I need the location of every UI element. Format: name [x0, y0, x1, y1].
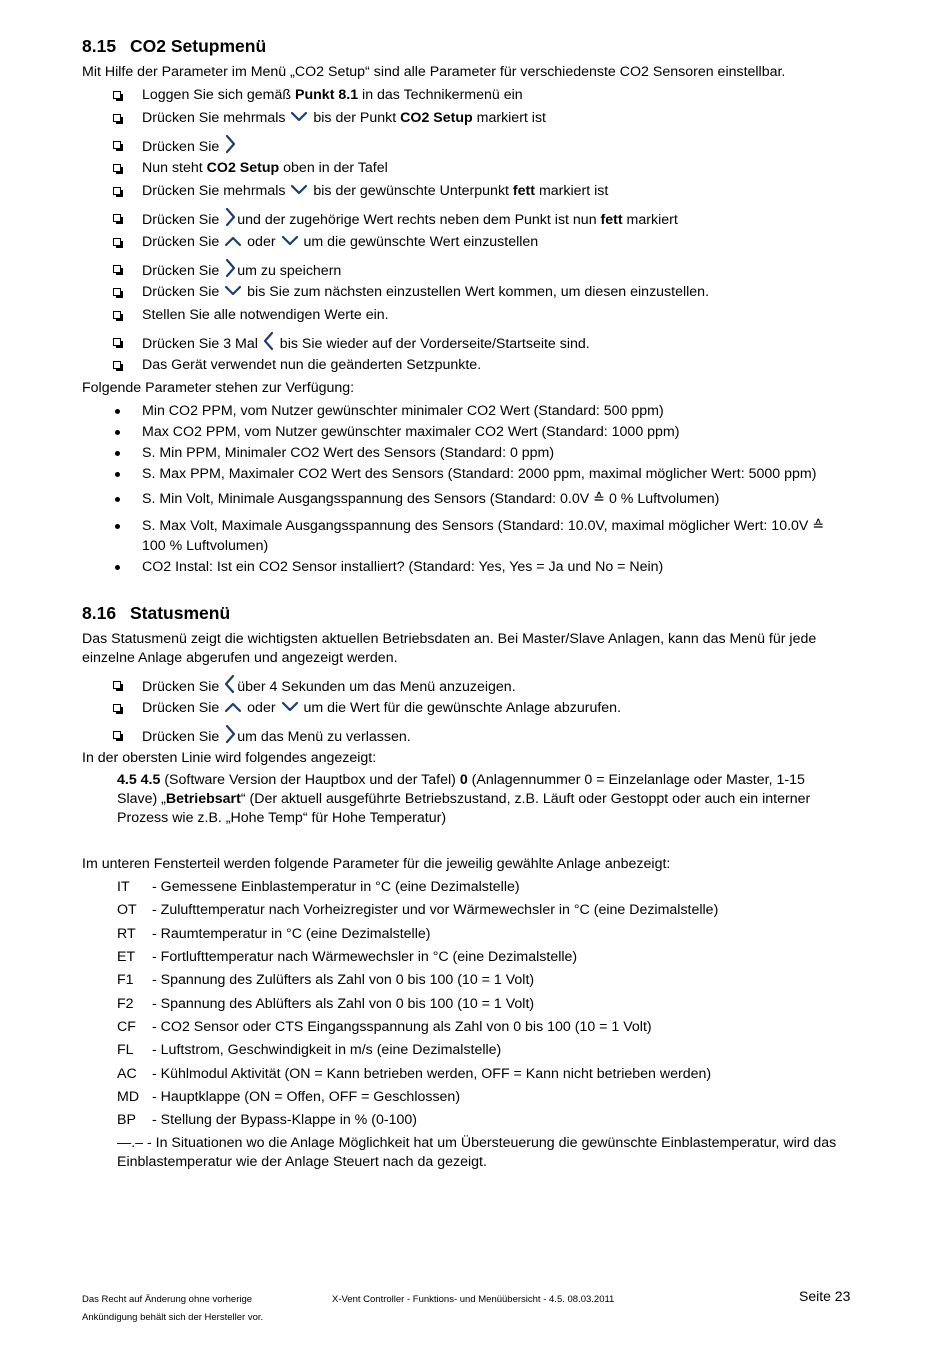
top-line-intro: In der obersten Linie wird folgendes angezeigt: — [82, 750, 377, 766]
param-code: F2 — [117, 996, 134, 1012]
param-description: - Gemessene Einblastemperatur in °C (eine Dezimalstelle) — [152, 879, 520, 895]
param-description: - Raumtemperatur in °C (eine Dezimalstelle) — [152, 926, 431, 942]
param-description: - Fortlufttemperatur nach Wärmewechsler in °C (eine Dezimalstelle) — [152, 949, 578, 965]
param-code: RT — [117, 926, 136, 942]
checkbox-bullet — [113, 114, 121, 122]
param-code: AC — [117, 1066, 137, 1082]
param-description: - Spannung des Ablüfters als Zahl von 0 bis 100 (10 = 1 Volt) — [152, 996, 535, 1012]
section-heading-8-15 — [82, 36, 266, 57]
param-code: MD — [117, 1089, 140, 1105]
param-code: FL — [117, 1042, 134, 1058]
footer-disclaimer-line-2: Ankündigung behält sich der Hersteller vor. — [82, 1312, 264, 1323]
arrow-down-icon — [224, 283, 242, 299]
step-1: Loggen Sie sich gemäß Punkt 8.1 in das Technikermenü ein — [142, 87, 523, 103]
param-description: - CO2 Sensor oder CTS Eingangsspannung als Zahl von 0 bis 100 (10 = 1 Volt) — [152, 1019, 652, 1035]
step-5: Drücken Sie mehrmals bis der gewünschte Unterpunkt fett markiert ist — [142, 183, 609, 199]
section-title: CO2 Setupmenü — [130, 36, 267, 56]
bullet-dot — [115, 409, 120, 414]
param-description: - Zulufttemperatur nach Vorheizregister und vor Wärmewechsler in °C (eine Dezimalstelle) — [152, 902, 719, 918]
param-code: F1 — [117, 972, 134, 988]
checkbox-bullet — [113, 704, 121, 712]
section-intro: Mit Hilfe der Parameter im Menü „CO2 Setup“ sind alle Parameter für verschiedenste CO2 Sensoren einstellbar. — [82, 64, 786, 80]
checkbox-bullet — [113, 681, 121, 689]
section-intro-line-1: Das Statusmenü zeigt die wichtigsten aktuellen Betriebsdaten an. Bei Master/Slave Anlagen, kann das Menü für jede — [82, 631, 817, 647]
top-line-description-1: 4.5 4.5 (Software Version der Hauptbox und der Tafel) 0 (Anlagennummer 0 = Einzelanlage oder Master, 1-15 — [117, 772, 805, 788]
checkbox-bullet — [113, 361, 121, 369]
arrow-left-icon — [263, 331, 275, 351]
step-9: Drücken Sie bis Sie zum nächsten einzustellen Wert kommen, um diesen einzustellen. — [142, 284, 710, 300]
bullet-dot — [115, 451, 120, 456]
step-10: Stellen Sie alle notwendigen Werte ein. — [142, 307, 389, 323]
param-description: - Hauptklappe (ON = Offen, OFF = Geschlossen) — [152, 1089, 461, 1105]
status-step-2: Drücken Sie oder um die Wert für die gewünschte Anlage abzurufen. — [142, 700, 622, 716]
bullet-dot — [115, 472, 120, 477]
param-code: CF — [117, 1019, 136, 1035]
status-step-3: Drücken Sie um das Menü zu verlassen. — [142, 724, 411, 747]
arrow-right-icon — [224, 258, 236, 278]
lower-intro: Im unteren Fensterteil werden folgende Parameter für die jeweilig gewählte Anlage anbezeigt: — [82, 856, 671, 872]
last-line-1: —.– - In Situationen wo die Anlage Möglichkeit hat um Übersteuerung die gewünschte Einblastemperatur, wird das — [117, 1135, 837, 1151]
step-3: Drücken Sie — [142, 134, 237, 157]
arrow-left-icon — [224, 674, 236, 694]
arrow-right-icon — [224, 207, 236, 227]
param-item: S. Max Volt, Maximale Ausgangsspannung des Sensors (Standard: 10.0V, maximal möglicher Wert: 10.0V ≙ — [142, 518, 825, 534]
arrow-down-icon — [281, 699, 299, 715]
checkbox-bullet — [113, 214, 121, 222]
param-item: S. Min PPM, Minimaler CO2 Wert des Sensors (Standard: 0 ppm) — [142, 445, 555, 461]
top-line-description-2: Slave) „Betriebsart“ (Der aktuell ausgeführte Betriebszustand, z.B. Läuft oder Gestoppt oder auch ein interner — [117, 791, 811, 807]
param-item-continuation: 100 % Luftvolumen) — [142, 538, 269, 554]
step-11: Drücken Sie 3 Mal bis Sie wieder auf der Vorderseite/Startseite sind. — [142, 331, 590, 354]
bullet-dot — [115, 524, 120, 529]
step-8: Drücken Sie um zu speichern — [142, 258, 341, 281]
section-title: Statusmenü — [130, 603, 231, 623]
arrow-down-icon — [290, 109, 308, 125]
step-6: Drücken Sie und der zugehörige Wert rechts neben dem Punkt ist nun fett markiert — [142, 207, 678, 230]
checkbox-bullet — [113, 187, 121, 195]
arrow-down-icon — [281, 233, 299, 249]
step-4: Nun steht CO2 Setup oben in der Tafel — [142, 160, 388, 176]
bullet-dot — [115, 497, 120, 502]
checkbox-bullet — [113, 91, 121, 99]
checkbox-bullet — [113, 141, 121, 149]
param-item: CO2 Instal: Ist ein CO2 Sensor installiert? (Standard: Yes, Yes = Ja und No = Nein) — [142, 559, 664, 575]
checkbox-bullet — [113, 731, 121, 739]
param-code: OT — [117, 902, 137, 918]
section-number: 8.16 — [82, 603, 117, 623]
bullet-dot — [115, 565, 120, 570]
section-intro-line-2: einzelne Anlage abgerufen und angezeigt werden. — [82, 650, 398, 666]
footer-document-title: X-Vent Controller - Funktions- und Menüübersicht - 4.5. 08.03.2011 — [332, 1294, 615, 1305]
param-description: - Spannung des Zulüfters als Zahl von 0 bis 100 (10 = 1 Volt) — [152, 972, 535, 988]
checkbox-bullet — [113, 265, 121, 273]
param-item: Max CO2 PPM, vom Nutzer gewünschter maximaler CO2 Wert (Standard: 1000 ppm) — [142, 424, 680, 440]
params-intro: Folgende Parameter stehen zur Verfügung: — [82, 380, 355, 396]
arrow-up-icon — [224, 699, 242, 715]
step-2: Drücken Sie mehrmals bis der Punkt CO2 Setup markiert ist — [142, 110, 546, 126]
last-line-2: Einblastemperatur wie der Anlage Steuert nach da gezeigt. — [117, 1154, 487, 1170]
arrow-down-icon — [290, 182, 308, 198]
param-description: - Luftstrom, Geschwindigkeit in m/s (eine Dezimalstelle) — [152, 1042, 502, 1058]
page-number: Seite 23 — [799, 1288, 851, 1304]
param-item: S. Max PPM, Maximaler CO2 Wert des Sensors (Standard: 2000 ppm, maximal möglicher Wert: 5000 ppm) — [142, 466, 817, 482]
step-7: Drücken Sie oder um die gewünschte Wert einzustellen — [142, 234, 539, 250]
param-item: Min CO2 PPM, vom Nutzer gewünschter minimaler CO2 Wert (Standard: 500 ppm) — [142, 403, 664, 419]
arrow-right-icon — [224, 134, 236, 154]
checkbox-bullet — [113, 338, 121, 346]
param-description: - Kühlmodul Aktivität (ON = Kann betrieben werden, OFF = Kann nicht betrieben werden) — [152, 1066, 712, 1082]
section-heading-8-16 — [82, 603, 230, 624]
footer-disclaimer-line-1: Das Recht auf Änderung ohne vorherige — [82, 1294, 253, 1305]
bullet-dot — [115, 430, 120, 435]
param-description: - Stellung der Bypass-Klappe in % (0-100) — [152, 1112, 417, 1128]
section-number: 8.15 — [82, 36, 117, 56]
top-line-description-3: Prozess wie z.B. „Hohe Temp“ für Hohe Temperatur) — [117, 810, 447, 826]
param-code: IT — [117, 879, 130, 895]
arrow-right-icon — [224, 724, 236, 744]
arrow-up-icon — [224, 233, 242, 249]
checkbox-bullet — [113, 311, 121, 319]
param-item: S. Min Volt, Minimale Ausgangsspannung des Sensors (Standard: 0.0V ≙ 0 % Luftvolumen) — [142, 491, 720, 507]
checkbox-bullet — [113, 288, 121, 296]
step-12: Das Gerät verwendet nun die geänderten Setzpunkte. — [142, 357, 482, 373]
checkbox-bullet — [113, 238, 121, 246]
param-code: BP — [117, 1112, 136, 1128]
status-step-1: Drücken Sie über 4 Sekunden um das Menü anzuzeigen. — [142, 674, 516, 697]
checkbox-bullet — [113, 164, 121, 172]
param-code: ET — [117, 949, 136, 965]
